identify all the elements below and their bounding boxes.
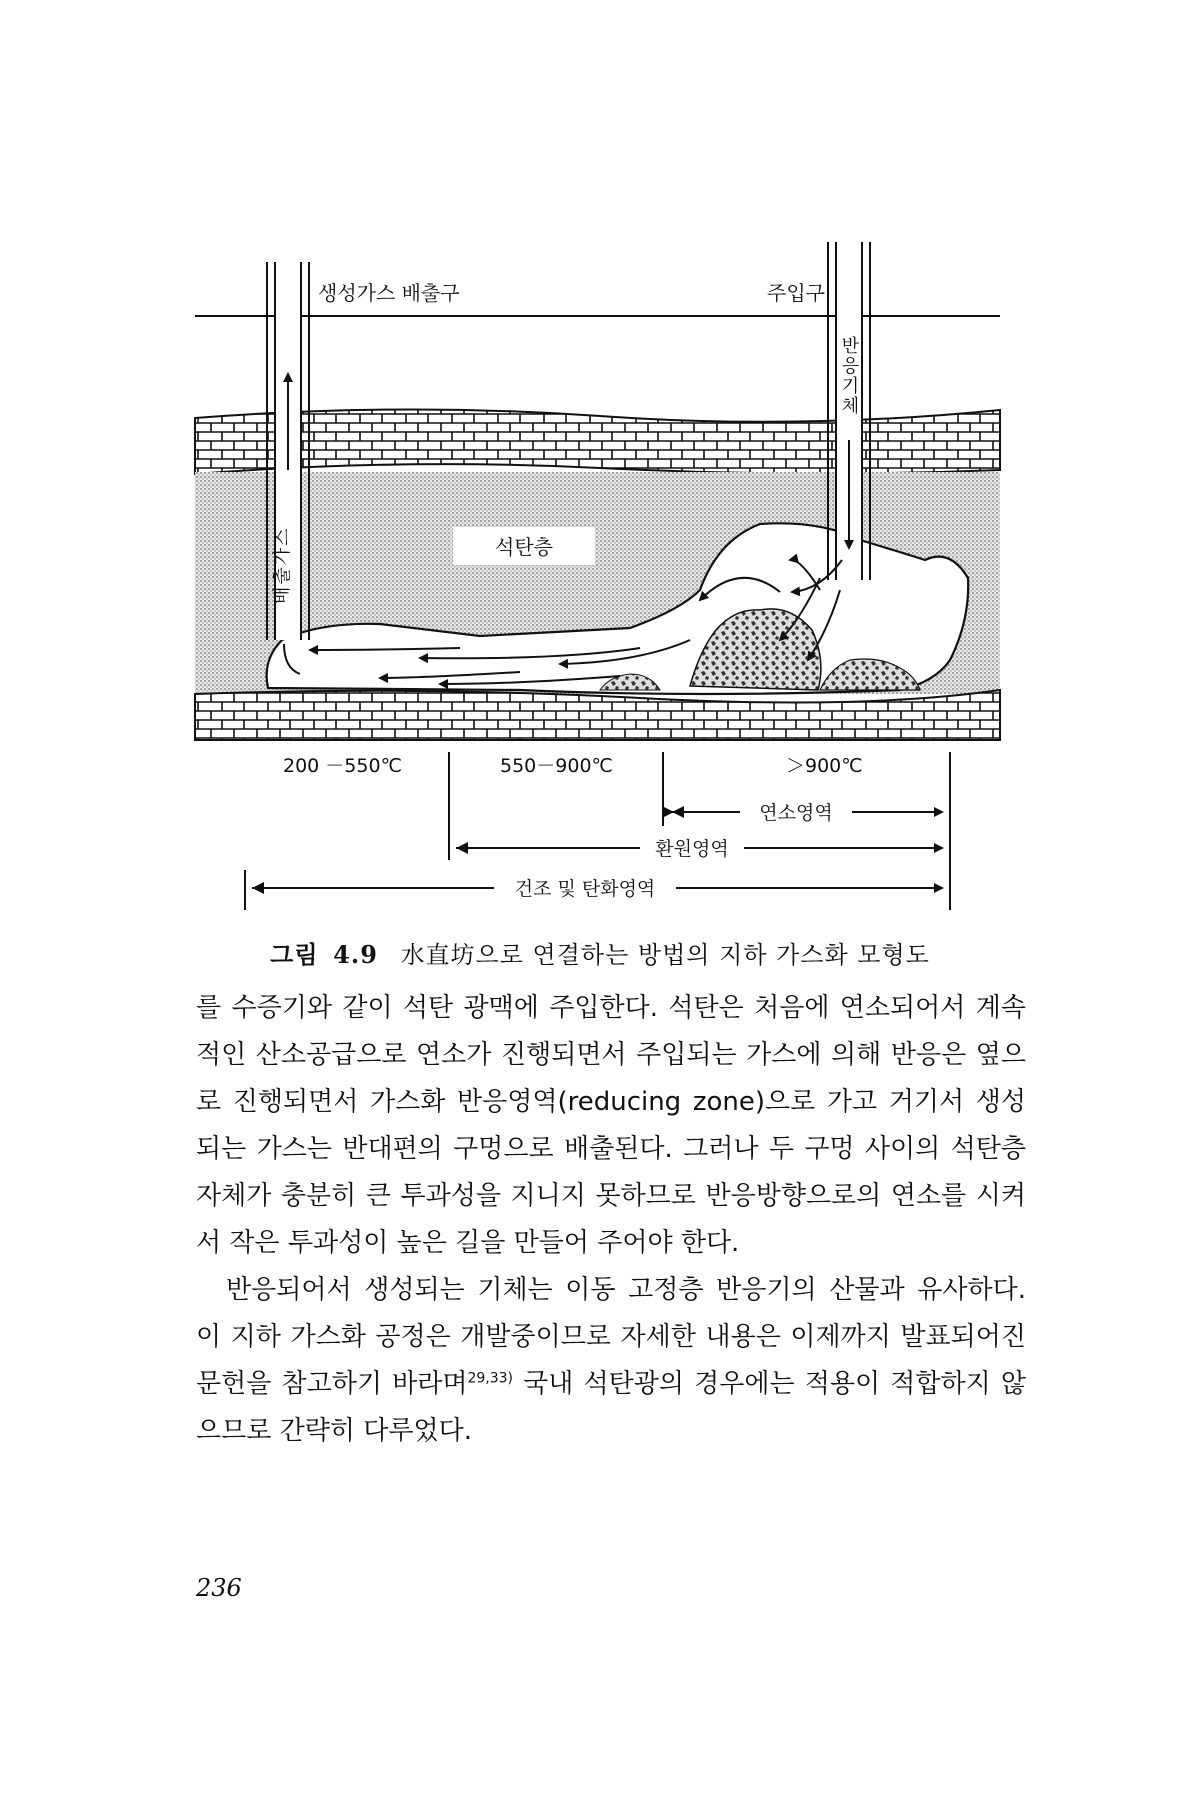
temp-mid: 550－900℃ xyxy=(500,755,613,777)
figure-caption xyxy=(0,935,1200,970)
page-number: 236 xyxy=(196,1574,242,1602)
lower-rock-layer xyxy=(195,690,1000,740)
caption-number: 4.9 xyxy=(333,940,378,969)
paragraph-2-text-after: 국내 석탄광의 경우에는 적용이 적합하지 않으므로 간략히 다루었다. xyxy=(196,1369,1026,1446)
reactant-gas-label: 반응기체 xyxy=(838,336,860,416)
paragraph-1: 를 수증기와 같이 석탄 광맥에 주입한다. 석탄은 처음에 연소되어서 계속적인 산소공급으로 연소가 진행되면서 주입되는 가스에 의해 반응은 옆으로 진행되면서 가스화 반응영역(reducing zone)으로 가고 거기서 생성되는 가스는 반대편의 구멍으로 배출된다. 그러나 두 구멍 사이의 석탄층 자체가 충분히 큰 투과성을 지니지 못하므로 반응방향으로의 연소를 시켜서 작은 투과성이 높은 길을 만들어 주어야 한다. xyxy=(196,993,1026,1258)
paragraph-2-text-before: 반응되어서 생성되는 기체는 이동 고정층 반응기의 산물과 유사하다. 이 지하 가스화 공정은 개발중이므로 자세한 내용은 이제까지 발표되어진 문헌을 참고하기 바라며 xyxy=(196,1275,1026,1399)
upper-rock-layer xyxy=(195,409,1000,474)
caption-text: 水直坊으로 연결하는 방법의 지하 가스화 모형도 xyxy=(400,941,930,969)
temp-high: ＞900℃ xyxy=(786,755,863,777)
reduction-zone-label: 환원영역 xyxy=(655,838,729,860)
coal-seam-label: 석탄층 xyxy=(495,535,553,559)
drying-zone-label: 건조 및 탄화영역 xyxy=(514,878,656,900)
outlet-label: 생성가스 배출구 xyxy=(318,281,460,305)
paragraph-2 xyxy=(196,1267,1026,1455)
temp-low: 200 －550℃ xyxy=(283,755,402,777)
combustion-zone-label: 연소영역 xyxy=(759,802,833,824)
inlet-label: 주입구 xyxy=(767,281,825,305)
reference-superscript: 29,33) xyxy=(467,1370,514,1387)
body-text xyxy=(196,985,1026,1455)
exhaust-gas-label: 배출가스 xyxy=(272,526,293,604)
caption-label: 그림 xyxy=(270,941,319,969)
